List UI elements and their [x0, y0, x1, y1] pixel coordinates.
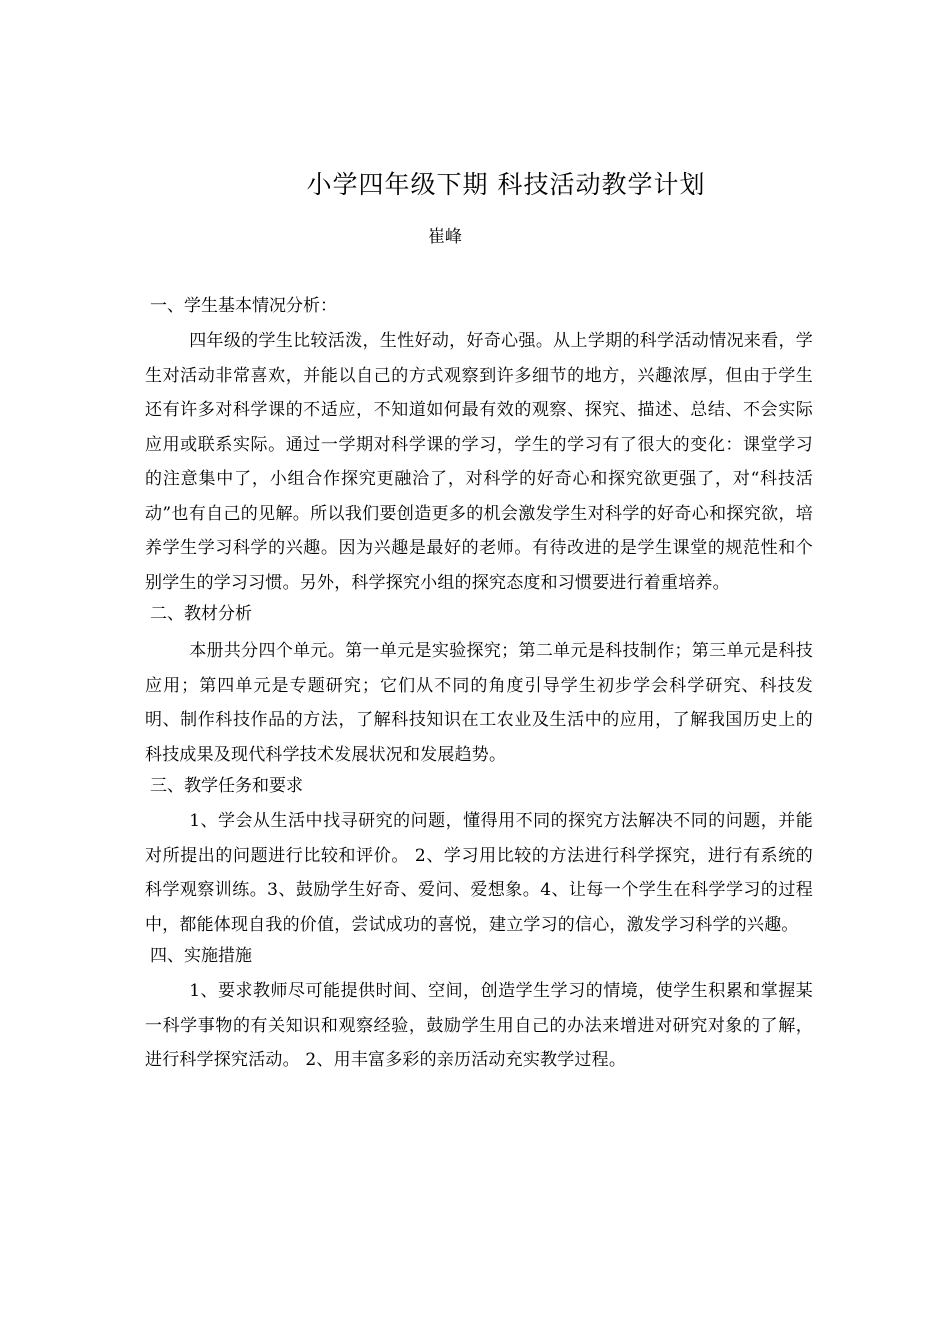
section-heading-student-analysis: 一、学生基本情况分析： — [150, 296, 337, 316]
document-author: 崔峰 — [428, 227, 462, 247]
section-heading-textbook-analysis: 二、教材分析 — [150, 604, 252, 624]
document-body — [145, 290, 813, 1078]
section-heading-tasks-requirements: 三、教学任务和要求 — [150, 776, 303, 796]
section-heading-implementation: 四、实施措施 — [150, 946, 252, 966]
section-paragraph-student-analysis: 四年级的学生比较活泼，生性好动，好奇心强。从上学期的科学活动情况来看，学生对活动非常喜欢，并能以自己的方式观察到许多细节的地方，兴趣浓厚，但由于学生还有许多对科学课的不适应，不知道如何最有效的观察、探究、描述、总结、不会实际应用或联系实际。通过一学期对科学课的学习，学生的学习有了很大的变化：课堂学习的注意集中了，小组合作探究更融洽了，对科学的好奇心和探究欲更强了，对“科技活动”也有自己的见解。所以我们要创造更多的机会激发学生对科学的好奇心和探究欲，培养学生学习科学的兴趣。因为兴趣是最好的老师。有待改进的是学生课堂的规范性和个别学生的学习习惯。另外，科学探究小组的探究态度和习惯要进行着重培养。 — [145, 331, 813, 593]
section-paragraph-implementation: 1、要求教师尽可能提供时间、空间，创造学生学习的情境，使学生积累和掌握某一科学事物的有关知识和观察经验，鼓励学生用自己的办法来增进对研究对象的了解，进行科学探究活动。 2、用丰富多彩的亲历活动充实教学过程。 — [145, 981, 813, 1070]
section-paragraph-tasks-requirements: 1、学会从生活中找寻研究的问题，懂得用不同的探究方法解决不同的问题，并能对所提出的问题进行比较和评价。 2、学习用比较的方法进行科学探究，进行有系统的科学观察训练。3、鼓励学生好奇、爱问、爱想象。4、让每一个学生在科学学习的过程中，都能体现自我的价值，尝试成功的喜悦，建立学习的信心，激发学习科学的兴趣。 — [145, 811, 813, 935]
section-paragraph-textbook-analysis: 本册共分四个单元。第一单元是实验探究；第二单元是科技制作；第三单元是科技应用；第四单元是专题研究；它们从不同的角度引导学生初步学会科学研究、科技发明、制作科技作品的方法，了解科技知识在工农业及生活中的应用，了解我国历史上的科技成果及现代科学技术发展状况和发展趋势。 — [145, 641, 813, 765]
document-title: 小学四年级下期 科技活动教学计划 — [306, 170, 706, 199]
